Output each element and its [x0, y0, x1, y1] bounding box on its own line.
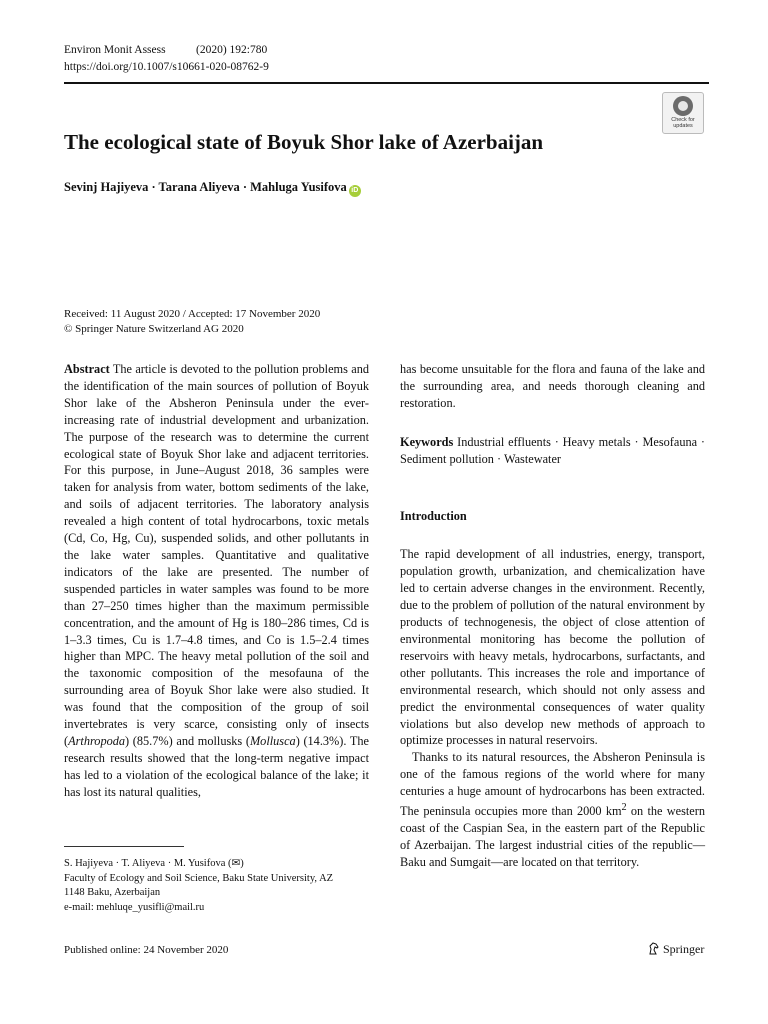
- springer-horse-icon: [648, 942, 660, 955]
- intro-para-2-sup: 2: [621, 802, 627, 814]
- introduction-para-1: The rapid development of all industries, energy, transport, population growth, urbanization, and chemicalization have led to certain adverse changes in the environment. Recently, due to the problem of pollution of the natural environment by products of technogenesis, the object of close attention of environmental monitoring has become the pollution of reservoirs with heavy metals, hydrocarbons, surfactants, and other pollutants. This increases the role and importance of environmental research, which should not only assess and predict the environmental consequences of water quality violations but also develop new methods of approach to optimize processes in natural reservoirs.: [400, 547, 705, 748]
- badge-line-2: updates: [673, 123, 693, 129]
- springer-logo[interactable]: [648, 942, 704, 957]
- received-accepted: Received: 11 August 2020 / Accepted: 17 November 2020: [64, 308, 321, 320]
- footnote-affiliation-1: Faculty of Ecology and Soil Science, Baku State University, AZ: [64, 872, 334, 884]
- article-title: The ecological state of Boyuk Shor lake of Azerbaijan: [64, 130, 544, 154]
- journal-name: Environ Monit Assess: [64, 44, 166, 56]
- author-footnote: [64, 857, 374, 915]
- author-list: [64, 178, 361, 197]
- left-column: [64, 361, 369, 801]
- authors-text: Sevinj Hajiyeva · Tarana Aliyeva · Mahluga Yusifova: [64, 180, 347, 194]
- abstract-continued: has become unsuitable for the flora and fauna of the lake and the surrounding area, and needs thorough cleaning and restoration.: [400, 362, 705, 410]
- citation: (2020) 192:780: [196, 44, 268, 56]
- badge-line-1: Check for: [671, 117, 695, 123]
- footnote-rule: [64, 846, 184, 847]
- check-for-updates-icon: [673, 96, 693, 116]
- footnote-affiliation-2: 1148 Baku, Azerbaijan: [64, 887, 161, 898]
- abstract-label: Abstract: [64, 362, 110, 376]
- abstract-mollusca: Mollusca: [249, 733, 296, 748]
- footnote-email[interactable]: e-mail: mehluqe_yusifli@mail.ru: [64, 901, 205, 913]
- footnote-names: S. Hajiyeva · T. Aliyeva · M. Yusifova (✉): [64, 858, 244, 869]
- orcid-icon[interactable]: iD: [349, 185, 361, 197]
- check-for-updates-badge[interactable]: [662, 92, 704, 134]
- doi-link[interactable]: https://doi.org/10.1007/s10661-020-08762-9: [64, 61, 269, 73]
- intro-para-2-b: on the western coast of the Caspian Sea, in the eastern part of the Republic of Azerbaijan. The largest industrial cities of the republic—Baku and Sumgait—are located on that territory.: [400, 804, 705, 869]
- abstract-text-1: The article is devoted to the pollution problems and the identification of the main sources of pollution of Boyuk Shor lake of the Absheron Peninsula under the ever-increasing rate of industrial development and urbanization. The purpose of the research was to determine the current ecological state of Boyuk Shor lake and adjacent territories. For this purpose, in June–August 2018, 36 samples were taken for analysis from water, bottom sediments of the lake, and soils of adjacent territories. The laboratory analysis revealed a high content of total hydrocarbons, toxic metals (Cd, Co, Hg, Cu), suspended solids, and other pollutants in the lake water samples. Quantitative and qualitative indicators of the lake are presented. The number of suspended particles in water samples was found to be more than 27–250 times higher than the maximum permissible concentration, and the amount of Hg is 180–286 times, Cd is 1–3.3 times, Cu is 1.7–4.8 times, and Co is 1.5–2.4 times higher than MPC. The heavy metal pollution of the soil and the taxonomic composition of the mesofauna of the surrounding area of Boyuk Shor lake were also studied. It was found that the composition of the group of soil invertebrates is very scarce, consisting only of insects (: [64, 362, 369, 748]
- abstract-arthropoda: Arthropoda: [68, 733, 126, 748]
- keywords: [400, 434, 705, 468]
- springer-label: Springer: [663, 942, 705, 956]
- abstract-text-2: ) (85.7%) and mollusks (: [125, 733, 250, 748]
- introduction-para-2: [400, 749, 705, 870]
- keywords-label: Keywords: [400, 434, 454, 449]
- keywords-text: Industrial effluents · Heavy metals · Mesofauna · Sediment pollution · Wastewater: [400, 434, 706, 466]
- published-online: Published online: 24 November 2020: [64, 944, 229, 956]
- abstract-text-3: ) (14.3%). The research results showed that the long-term negative impact has led to a violation of the ecological balance of the lake; it has lost its natural qualities,: [64, 733, 370, 799]
- introduction-heading: Introduction: [400, 508, 467, 523]
- header-rule: [64, 82, 709, 84]
- abstract: [64, 361, 369, 801]
- right-column: [400, 361, 705, 871]
- copyright: © Springer Nature Switzerland AG 2020: [64, 323, 244, 335]
- article-dates: [64, 307, 320, 337]
- intro-para-2-a: Thanks to its natural resources, the Absheron Peninsula is one of the famous regions of the world where for many centuries a huge amount of hydrocarbons has been extracted. The peninsula occupies more than 2000 km: [400, 750, 705, 819]
- running-header: [64, 42, 269, 76]
